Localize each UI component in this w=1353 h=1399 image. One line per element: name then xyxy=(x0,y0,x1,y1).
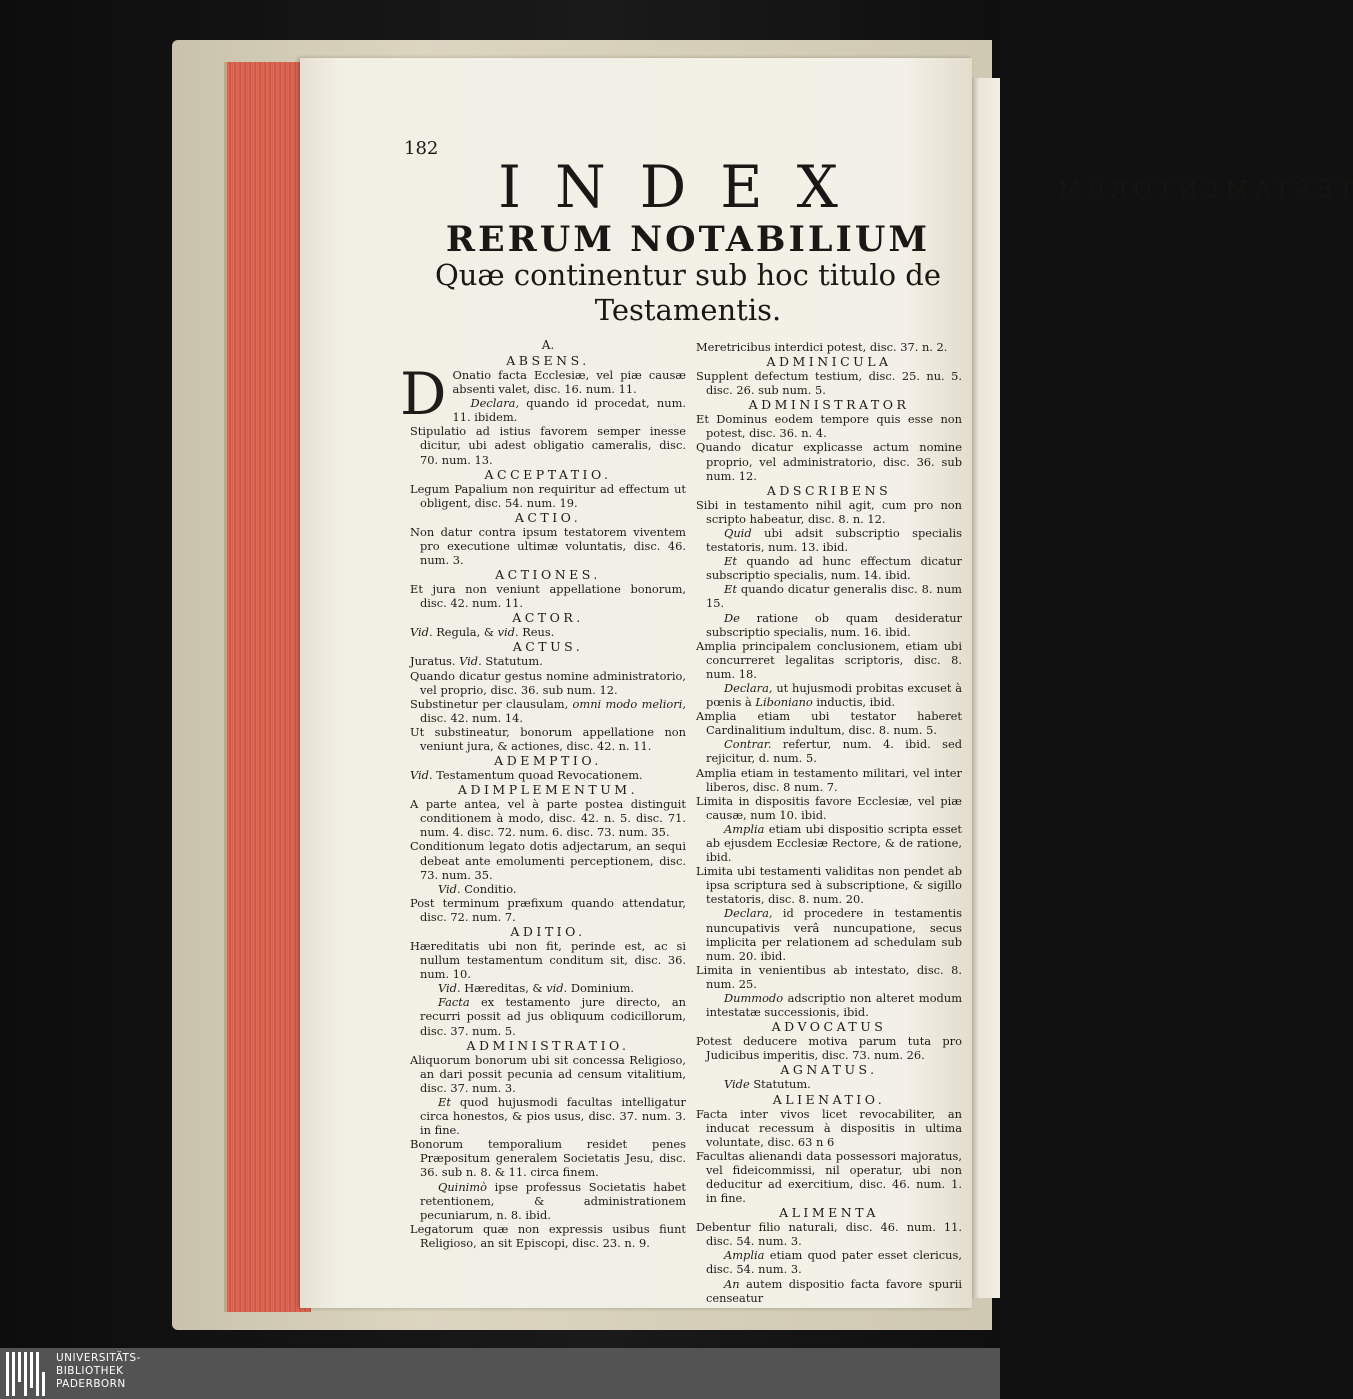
subtitle xyxy=(408,258,968,328)
heading-adscribens: ADSCRIBENS xyxy=(766,482,892,498)
entry: Bonorum temporalium residet penes Præpositum generalem Societatis Jesu, disc. 36. sub n. 8. & 11. circa finem. xyxy=(410,1137,686,1180)
subtitle-line-1: Quæ continentur sub hoc titulo de xyxy=(434,258,942,292)
title-index: INDEX xyxy=(498,153,872,221)
entry: Aliquorum bonorum ubi sit concessa Religioso, an dari possit pecunia ad censum vitalitium, disc. 37. num. 3. xyxy=(410,1052,686,1095)
entry: Facta ex testamento jure directo, an recurri possit ad jus obliquum codicillorum, disc. 37. num. 5. xyxy=(420,995,686,1038)
entry: Amplia etiam quod pater esset clericus, disc. 54. num. 3. xyxy=(706,1248,962,1277)
entry: An autem dispositio facta favore spurii censeatur xyxy=(706,1276,962,1305)
entry: Vid. Regula, & vid. Reus. xyxy=(410,625,555,640)
index-column-right xyxy=(696,340,962,1305)
entry: Vid. Conditio. xyxy=(438,881,517,896)
red-page-edges xyxy=(224,62,311,1312)
entry: Quando dicatur explicasse actum nomine proprio, vel administratorio, disc. 36. sub num. 12. xyxy=(696,440,962,483)
heading-aditio: ADITIO. xyxy=(510,924,586,939)
entry: Et quando dicatur generalis disc. 8. num 15. xyxy=(706,582,962,611)
entry: Et Dominus eodem tempore quis esse non potest, disc. 36. n. 4. xyxy=(696,412,962,441)
entry: Non datur contra ipsum testatorem viventem pro executione ultimæ voluntatis, disc. 46. num. 3. xyxy=(410,524,686,568)
entry: Ut substineatur, bonorum appellatione non veniunt jura, & actiones, disc. 42. n. 11. xyxy=(410,724,686,753)
heading-actor: ACTOR. xyxy=(512,610,584,626)
entry: Stipulatio ad istius favorem semper inesse dicitur, ubi adest obligatio cameralis, disc. 70. num. 13. xyxy=(410,424,686,467)
heading-administrator: ADMINISTRATOR xyxy=(748,397,910,413)
library-footer-bar xyxy=(0,1348,1000,1399)
entry: Limita in dispositis favore Ecclesiæ, vel piæ causæ, num 10. ibid. xyxy=(696,793,962,822)
entry: Legum Papalium non requiritur ad effectum ut obligent, disc. 54. num. 19. xyxy=(410,481,686,510)
entry: Potest deducere motiva parum tuta pro Judicibus imperitis, disc. 73. num. 26. xyxy=(696,1034,962,1063)
heading-alienatio: ALIENATIO. xyxy=(772,1091,886,1107)
subtitle-line-2: Testamentis. xyxy=(594,292,782,327)
entry: Quinimò ipse professus Societatis habet retentionem, & administrationem pecuniarum, n. 8. ibid. xyxy=(420,1179,686,1222)
heading-agnatus: AGNATUS. xyxy=(780,1062,878,1078)
entry: Dummodo adscriptio non alteret modum intestatæ successionis, ibid. xyxy=(706,991,962,1020)
heading-actio: ACTIO. xyxy=(514,509,582,525)
drop-cap: D xyxy=(400,360,447,428)
heading-absens: ABSENS. xyxy=(506,353,590,368)
entry: Limita in venientibus ab intestato, disc. 8. num. 25. xyxy=(696,962,962,991)
section-letter: A. xyxy=(541,338,555,352)
entry: Debentur filio naturali, disc. 46. num. 11. disc. 54. num. 3. xyxy=(696,1220,962,1249)
entry: Declara, id procedere in testamentis nuncupativis verâ nuncupatione, secus implicita per relationem ad schedulam sub num. 20. ibid. xyxy=(706,906,962,963)
entry: Substinetur per clausulam, omni modo meliori, disc. 42. num. 14. xyxy=(410,696,686,725)
entry: De ratione ob quam desideratur subscriptio specialis, num. 16. ibid. xyxy=(706,610,962,639)
entry: Quando dicatur gestus nomine administratorio, vel proprio, disc. 36. sub num. 12. xyxy=(410,668,686,697)
page-number: 182 xyxy=(404,138,439,159)
entry: Limita ubi testamenti validitas non pendet ab ipsa scriptura sed à subscriptione, & sigillo testatoris, disc. 8. num. 20. xyxy=(696,864,962,907)
entry: Vide Statutum. xyxy=(724,1077,811,1092)
entry: Amplia etiam ubi dispositio scripta esset ab ejusdem Ecclesiæ Rectore, & de ratione, ibid. xyxy=(706,821,962,865)
entry: Declara, quando id procedat, num. 11. ibidem. xyxy=(452,396,686,425)
entry: Hæreditatis ubi non fit, perinde est, ac si nullum testamentum conditum sit, disc. 36. num. 10. xyxy=(410,939,686,982)
entry: Amplia etiam ubi testator haberet Cardinalitium indultum, disc. 8. num. 5. xyxy=(696,709,962,738)
heading-advocatus: ADVOCATUS xyxy=(771,1019,887,1035)
entry: Vid. Hæreditas, & vid. Dominium. xyxy=(438,981,634,996)
entry: Amplia principalem conclusionem, etiam ubi concurreret legalitas scriptoris, disc. 8. num. 18. xyxy=(696,638,962,681)
entry: Facultas alienandi data possessori majoratus, vel fideicommissi, nil operatur, ubi non deducitur ad exercitium, disc. 46. num. 1. in fine. xyxy=(696,1148,962,1206)
entry: Contrar. refertur, num. 4. ibid. sed rejicitur, d. num. 5. xyxy=(706,737,962,766)
entry: Quid ubi adsit subscriptio specialis testatoris, num. 13. ibid. xyxy=(706,525,962,555)
entry: Juratus. Vid. Statutum. xyxy=(410,654,543,669)
heading-alimenta: ALIMENTA xyxy=(779,1205,879,1221)
entry: Et quod hujusmodi facultas intelligatur circa honestos, & pios usus, disc. 37. num. 3. in fine. xyxy=(420,1094,686,1138)
entry: Meretricibus interdici potest, disc. 37. n. 2. xyxy=(696,340,948,354)
entry: Facta inter vivos licet revocabiliter, an inducat recessum à dispositis in ultima voluntate, disc. 63 n 6 xyxy=(696,1106,962,1149)
heading-administratio: ADMINISTRATIO. xyxy=(466,1037,630,1053)
entry: Declara, ut hujusmodi probitas excuset à pœnis à Liboniano inductis, ibid. xyxy=(706,680,962,710)
entry: Supplent defectum testium, disc. 25. nu. 5. disc. 26. sub num. 5. xyxy=(696,369,962,398)
entry: Conditionum legato dotis adjectarum, an sequi debeat ante emolumenti perceptionem, disc. 73. num. 35. xyxy=(410,839,686,882)
heading-acceptatio: ACCEPTATIO. xyxy=(484,466,612,482)
show-through-text: TESTAMENTORUM xyxy=(1052,178,1353,203)
index-column-left xyxy=(400,338,686,1250)
entry: A parte antea, vel à parte postea distinguit conditionem à modo, disc. 42. n. 5. disc. 71. num. 4. disc. 72. num. 6. disc. 73. num. 35. xyxy=(410,797,686,840)
entry: Et jura non veniunt appellatione bonorum, disc. 42. num. 11. xyxy=(410,582,686,611)
heading-actiones: ACTIONES. xyxy=(495,567,601,583)
title-rerum-notabilium: RERUM NOTABILIUM xyxy=(445,219,931,260)
library-name: UNIVERSITÄTS- BIBLIOTHEK PADERBORN xyxy=(56,1352,141,1390)
heading-adminicula: ADMINICULA xyxy=(766,354,892,370)
heading-ademptio: ADEMPTIO. xyxy=(494,753,602,769)
entry: Vid. Testamentum quoad Revocationem. xyxy=(410,768,643,783)
university-library-logo-icon xyxy=(4,1352,50,1396)
entry: D Onatio facta Ecclesiæ, vel piæ causæ absenti valet, disc. 16. num. 11. xyxy=(400,360,686,428)
entry: Amplia etiam in testamento militari, vel inter liberos, disc. 8 num. 7. xyxy=(696,765,962,794)
heading-actus: ACTUS. xyxy=(512,639,584,655)
entry: Sibi in testamento nihil agit, cum pro non scripto habeatur, disc. 8. n. 12. xyxy=(696,497,962,526)
entry: Legatorum quæ non expressis usibus fiunt Religioso, an sit Episcopi, disc. 23. n. 9. xyxy=(410,1221,686,1250)
heading-adimplementum: ADIMPLEMENTUM. xyxy=(457,782,639,798)
entry: Post terminum præfixum quando attendatur, disc. 72. num. 7. xyxy=(410,895,686,924)
entry: Et quando ad hunc effectum dicatur subscriptio specialis, num. 14. ibid. xyxy=(706,554,962,583)
